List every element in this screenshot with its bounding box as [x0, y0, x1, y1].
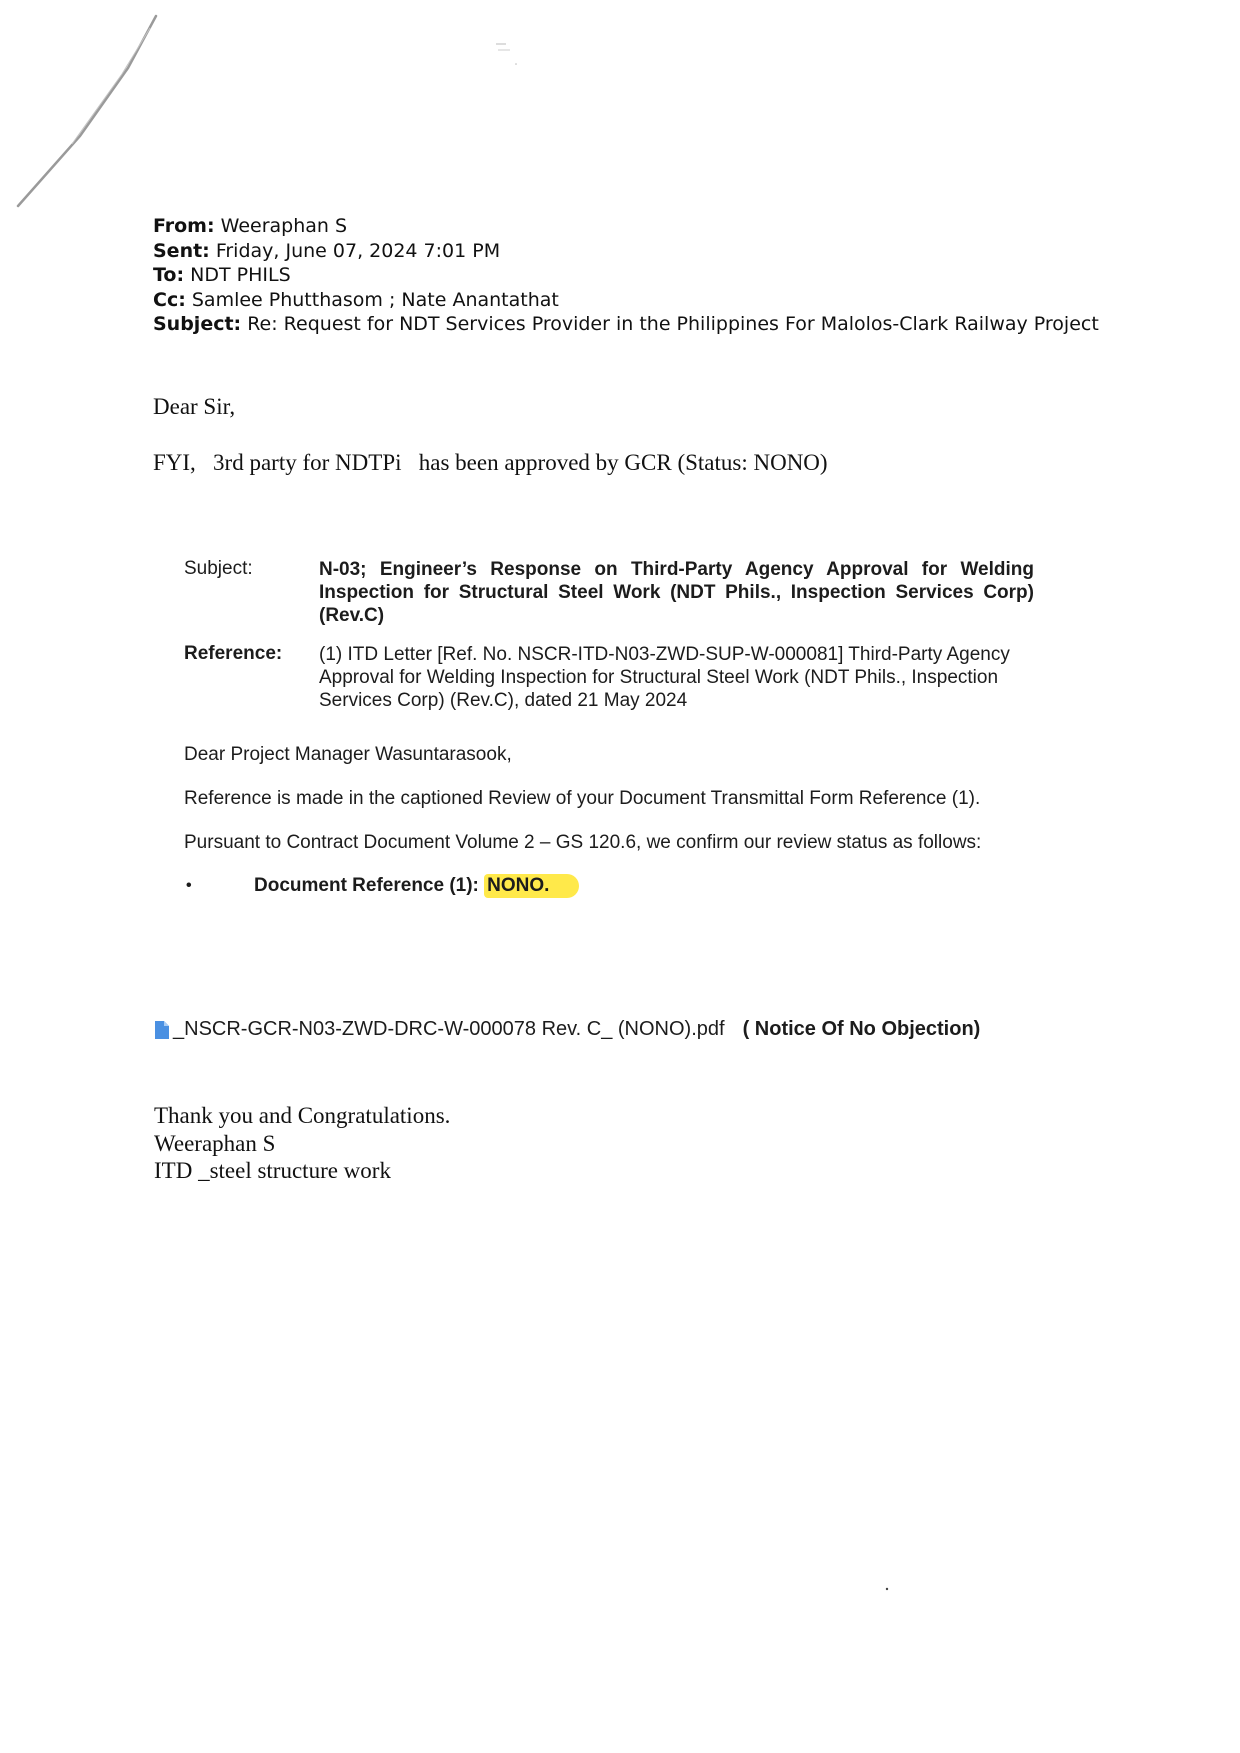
attachment-filename[interactable]: _NSCR-GCR-N03-ZWD-DRC-W-000078 Rev. C_ (NONO).pdf — [173, 1018, 725, 1040]
bullet-mark: • — [186, 877, 192, 894]
cc-row: Cc: Samlee Phutthasom ; Nate Anantathat — [153, 288, 559, 311]
pen-stroke-mark — [10, 10, 170, 210]
letter-reference — [184, 643, 1034, 712]
letter-subject-text: N-03; Engineer’s Response on Third-Party Agency Approval for Welding Inspection for Structural Steel Work (NDT Phils., Inspection Services Corp) (Rev.C) — [319, 559, 1034, 626]
sent-row: Sent: Friday, June 07, 2024 7:01 PM — [153, 239, 501, 262]
letter-reference-label: Reference: — [184, 643, 283, 664]
quoted-letter — [184, 558, 1034, 898]
letter-reference-text: (1) ITD Letter [Ref. No. NSCR-ITD-N03-ZWD-SUP-W-000081] Third-Party Agency Approval for Welding Inspection for Structural Steel Work (NDT Phils., Inspection Services Corp) (Rev.C), dated 21 May 2024 — [319, 644, 1010, 711]
status-highlight: NONO. — [484, 874, 579, 898]
cc-value: Samlee Phutthasom ; Nate Anantathat — [191, 288, 559, 311]
letter-subject-label: Subject: — [184, 558, 253, 579]
scan-speck — [494, 40, 524, 70]
status-bullet — [184, 874, 1034, 898]
to-row: To: NDT PHILS — [153, 264, 291, 286]
attachment-note: ( Notice Of No Objection) — [742, 1018, 981, 1040]
letter-paragraph: Pursuant to Contract Document Volume 2 – GS 120.6, we confirm our review status as follows: — [184, 832, 982, 853]
attachment[interactable] — [154, 1018, 980, 1041]
sent-value: Friday, June 07, 2024 7:01 PM — [215, 239, 501, 262]
signoff-line: Thank you and Congratulations. — [154, 1103, 451, 1128]
email-greeting: Dear Sir, — [153, 394, 236, 419]
subject-value: Re: Request for NDT Services Provider in the Philippines For Malolos-Clark Railway Project — [247, 313, 1099, 335]
signoff-title: ITD _steel structure work — [154, 1158, 391, 1183]
document-file-icon — [154, 1020, 170, 1040]
letter-paragraph: Reference is made in the captioned Review of your Document Transmittal Form Reference (1). — [184, 788, 981, 809]
to-value: NDT PHILS — [190, 264, 291, 286]
bullet-label: Document Reference (1): — [254, 875, 479, 896]
letter-salutation: Dear Project Manager Wasuntarasook, — [184, 744, 512, 765]
from-value: Weeraphan S — [220, 215, 348, 237]
fyi-line: FYI, 3rd party for NDTPi has been approved by GCR (Status: NONO) — [153, 450, 828, 475]
subject-row: Subject: Re: Request for NDT Services Provider in the Philippines For Malolos-Clark Railway Project — [153, 313, 1099, 335]
letter-subject — [184, 558, 1034, 627]
signoff — [154, 1102, 450, 1185]
signoff-name: Weeraphan S — [154, 1130, 276, 1156]
from-row: From: Weeraphan S — [153, 215, 348, 237]
email-header — [153, 214, 1099, 337]
scan-speck — [884, 1586, 890, 1592]
